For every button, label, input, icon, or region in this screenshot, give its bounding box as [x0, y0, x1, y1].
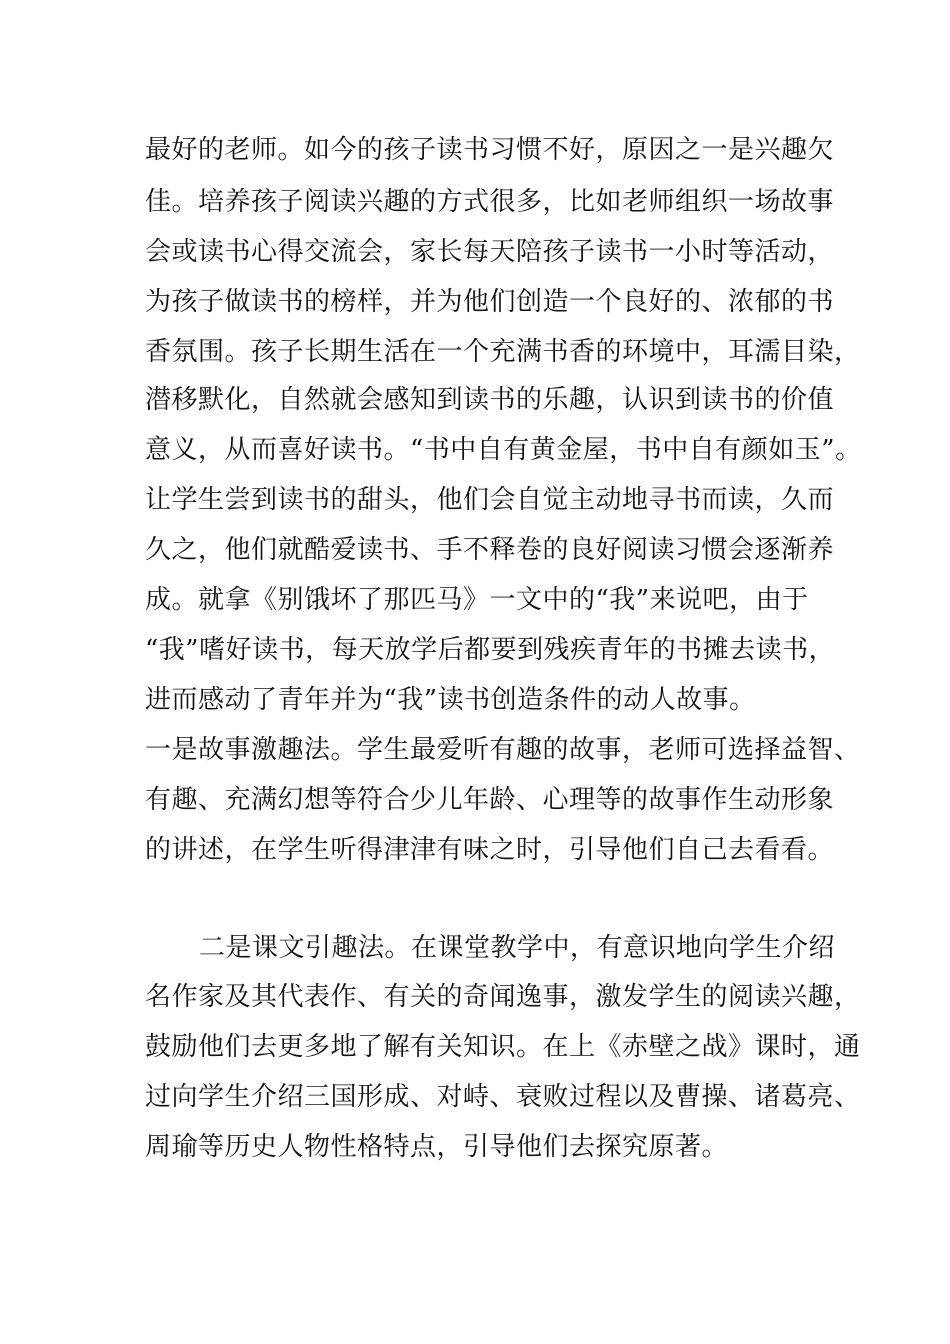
text-line: 名作家及其代表作、有关的奇闻逸事，激发学生的阅读兴趣，: [145, 982, 861, 1012]
text-line: 为孩子做读书的榜样，并为他们创造一个良好的、浓郁的书: [145, 287, 835, 317]
text-line: 会或读书心得交流会，家长每天陪孩子读书一小时等活动，: [145, 237, 835, 267]
text-line: “我”嗜好读书，每天放学后都要到残疾青年的书摊去读书，: [145, 635, 836, 665]
text-line: 二是课文引趣法。在课堂教学中，有意识地向学生介绍: [199, 933, 836, 963]
text-line: 让学生尝到读书的甜头，他们会自觉主动地寻书而读，久而: [145, 485, 835, 515]
text-line: 一是故事激趣法。学生最爱听有趣的故事，老师可选择益智、: [145, 735, 861, 765]
text-line: 有趣、充满幻想等符合少儿年龄、心理等的故事作生动形象: [145, 785, 835, 815]
text-line: 潜移默化，自然就会感知到读书的乐趣，认识到读书的价值: [145, 385, 835, 415]
text-line: 周瑜等历史人物性格特点，引导他们去探究原著。: [145, 1132, 729, 1162]
text-line: 鼓励他们去更多地了解有关知识。在上《赤壁之战》课时，通: [145, 1032, 861, 1062]
text-line: 久之，他们就酷爱读书、手不释卷的良好阅读习惯会逐渐养: [145, 535, 835, 565]
text-line: 最好的老师。如今的孩子读书习惯不好，原因之一是兴趣欠: [145, 135, 835, 165]
text-line: 过向学生介绍三国形成、对峙、衰败过程以及曹操、诸葛亮、: [145, 1082, 861, 1112]
text-line: 的讲述，在学生听得津津有味之时，引导他们自己去看看。: [145, 835, 835, 865]
text-line: 意义，从而喜好读书。“书中自有黄金屋，书中自有颜如玉”。: [145, 435, 862, 465]
text-line: 成。就拿《别饿坏了那匹马》一文中的“我”来说吧，由于: [145, 585, 809, 615]
text-line: 进而感动了青年并为“我”读书创造条件的动人故事。: [145, 685, 756, 715]
text-line: 香氛围。孩子长期生活在一个充满书香的环境中，耳濡目染，: [145, 337, 861, 367]
text-line: 佳。培养孩子阅读兴趣的方式很多，比如老师组织一场故事: [145, 187, 835, 217]
